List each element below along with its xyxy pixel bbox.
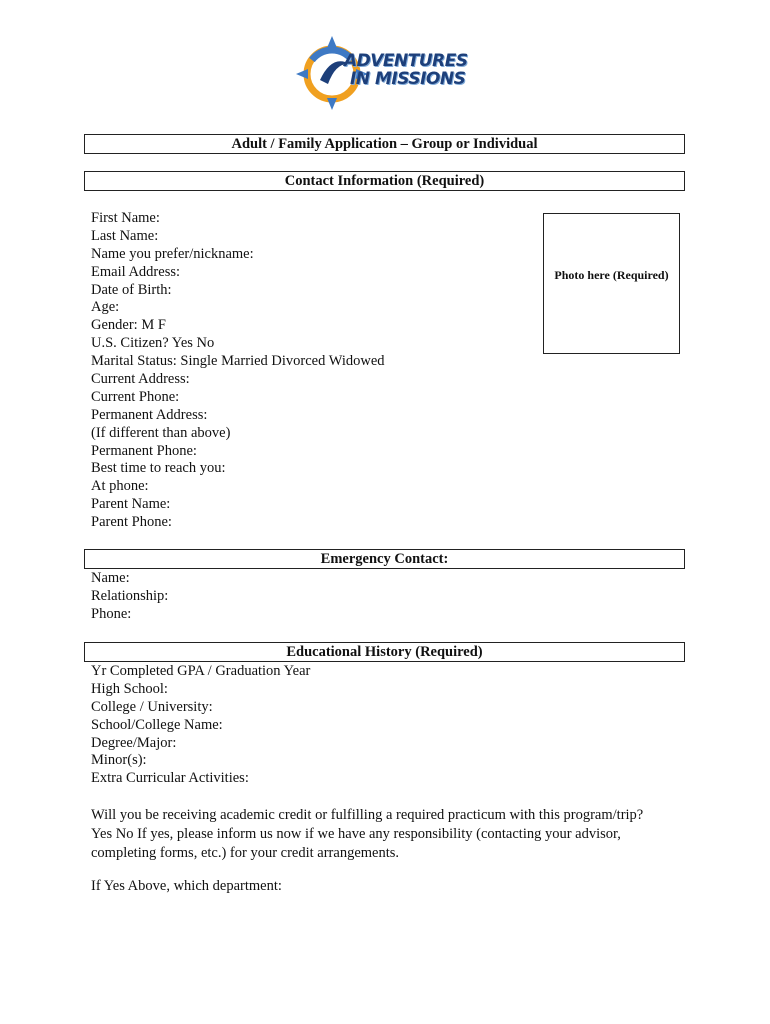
contact-fields [91,210,385,532]
logo-wordmark [344,52,468,88]
permanent-phone-label: Permanent Phone: [91,442,197,459]
permanent-address-note: (If different than above) [91,424,231,441]
parent-phone-label: Parent Phone: [91,514,172,531]
email-label: Email Address: [91,263,181,280]
credit-question-line-3: completing forms, etc.) for your credit arrangements. [91,845,400,861]
gender-label: Gender: M F [91,317,166,334]
credit-question-line-1: Will you be receiving academic credit or fulfilling a required practicum with this program/trip? [91,807,644,823]
credit-question [91,806,691,863]
emergency-phone-label: Phone: [91,605,132,622]
credit-question-line-2: Yes No If yes, please inform us now if we have any responsibility (contacting your advisor, [91,826,621,842]
last-name-label: Last Name: [91,227,159,244]
logo-line-1: ADVENTURES [344,51,468,71]
extracurricular-label: Extra Curricular Activities: [91,770,249,787]
emergency-fields [91,570,168,624]
citizen-label: U.S. Citizen? Yes No [91,335,215,352]
logo-line-2: IN MISSIONS [350,69,466,89]
photo-box[interactable] [543,213,680,354]
contact-heading: Contact Information (Required) [84,171,685,191]
emergency-name-label: Name: [91,570,130,586]
photo-label: Photo here (Required) [554,268,669,282]
emergency-heading: Emergency Contact: [84,549,685,569]
marital-status-label: Marital Status: Single Married Divorced Widowed [91,353,385,370]
education-fields [91,663,310,788]
best-time-label: Best time to reach you: [91,460,226,477]
college-label: College / University: [91,698,213,715]
emergency-relationship-label: Relationship: [91,587,169,604]
current-phone-label: Current Phone: [91,388,180,405]
permanent-address-label: Permanent Address: [91,406,208,423]
school-name-label: School/College Name: [91,716,223,733]
education-heading: Educational History (Required) [84,642,685,662]
current-address-label: Current Address: [91,371,190,388]
dob-label: Date of Birth: [91,281,172,298]
education-columns-label: Yr Completed GPA / Graduation Year [91,663,311,679]
age-label: Age: [91,299,120,316]
high-school-label: High School: [91,680,168,697]
department-question-label: If Yes Above, which department: [91,878,282,894]
page-title: Adult / Family Application – Group or Individual [84,134,685,154]
department-question [91,877,691,896]
minor-label: Minor(s): [91,752,147,769]
nickname-label: Name you prefer/nickname: [91,245,254,262]
degree-label: Degree/Major: [91,734,177,751]
parent-name-label: Parent Name: [91,496,171,513]
first-name-label: First Name: [91,210,160,226]
at-phone-label: At phone: [91,478,149,495]
